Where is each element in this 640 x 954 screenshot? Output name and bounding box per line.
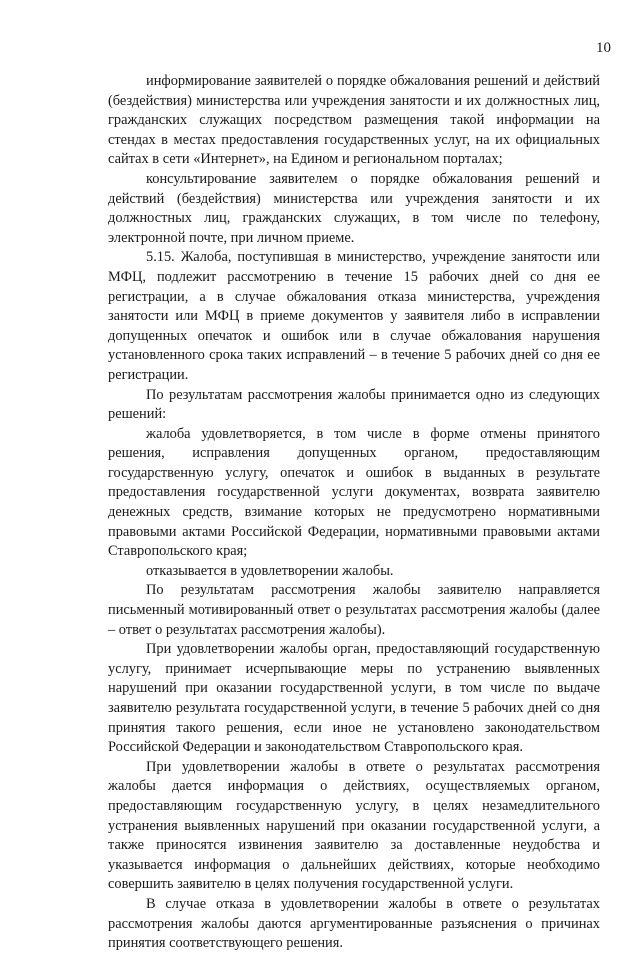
paragraph-complaint-satisfied: жалоба удовлетворяется, в том числе в форме отмены принятого решения, исправления допущенных органом, предоставляющим государственную услугу, опечаток и ошибок в выданных в результате предоставления государственной услуги документах, возврата заявителю денежных средств, взимание которых не предусмотрено нормативными правовыми актами Российской Федерации, нормативными правовыми актами Ставропольского края; xyxy=(108,425,600,560)
page-number: 10 xyxy=(596,40,611,56)
paragraph-answer-info: При удовлетворении жалобы в ответе о результатах рассмотрения жалобы дается информация о действиях, осуществляемых органом, предоставляющим государственную услугу, в целях незамедлительного устранения выявленных нарушений при оказании государственной услуги, а также приносятся извинения заявителю за доставленные неудобства и указывается информация о дальнейших действиях, которые необходимо совершить заявителю в целях получения государственной услуги. xyxy=(108,758,600,893)
document-body xyxy=(108,72,600,954)
paragraph-refusal-explanation: В случае отказа в удовлетворении жалобы в ответе о результатах рассмотрения жалобы даются аргументированные разъяснения о причинах принятия соответствующего решения. xyxy=(108,895,600,952)
paragraph-remedy-measures: При удовлетворении жалобы орган, предоставляющий государственную услугу, принимает исчерпывающие меры по устранению выявленных нарушений при оказании государственной услуги, в том числе по выдаче заявителю результата государственной услуги, в течение 5 рабочих дней со дня принятия такого решения, если иное не установлено законодательством Российской Федерации и законодательством Ставропольского края. xyxy=(108,641,600,756)
paragraph-decisions-intro: По результатам рассмотрения жалобы принимается одно из следующих решений: xyxy=(108,386,600,423)
paragraph-5-15: 5.15. Жалоба, поступившая в министерство, учреждение занятости или МФЦ, подлежит рассмотрению в течение 15 рабочих дней со дня ее регистрации, а в случае обжалования отказа министерства, учреждения занятости или МФЦ в приеме документов у заявителя либо в исправлении допущенных опечаток и ошибок или в случае обжалования нарушения установленного срока таких исправлений – в течение 5 рабочих дней со дня ее регистрации. xyxy=(108,249,600,383)
paragraph-informing: информирование заявителей о порядке обжалования решений и действий (бездействия) министерства или учреждения занятости и их должностных лиц, гражданских служащих посредством размещения такой информации на стендах в местах предоставления государственных услуг, на их официальных сайтах в сети «Интернет», на Едином и региональном порталах; xyxy=(108,73,600,168)
paragraph-consulting: консультирование заявителем о порядке обжалования решений и действий (бездействия) министерства или учреждения занятости и их должностных лиц, гражданских служащих, в том числе по телефону, электронной почте, при личном приеме. xyxy=(108,170,600,246)
paragraph-complaint-refused: отказывается в удовлетворении жалобы. xyxy=(146,562,394,579)
paragraph-written-answer: По результатам рассмотрения жалобы заявителю направляется письменный мотивированный ответ о результатах рассмотрения жалобы (далее – ответ о результатах рассмотрения жалобы). xyxy=(108,582,600,638)
